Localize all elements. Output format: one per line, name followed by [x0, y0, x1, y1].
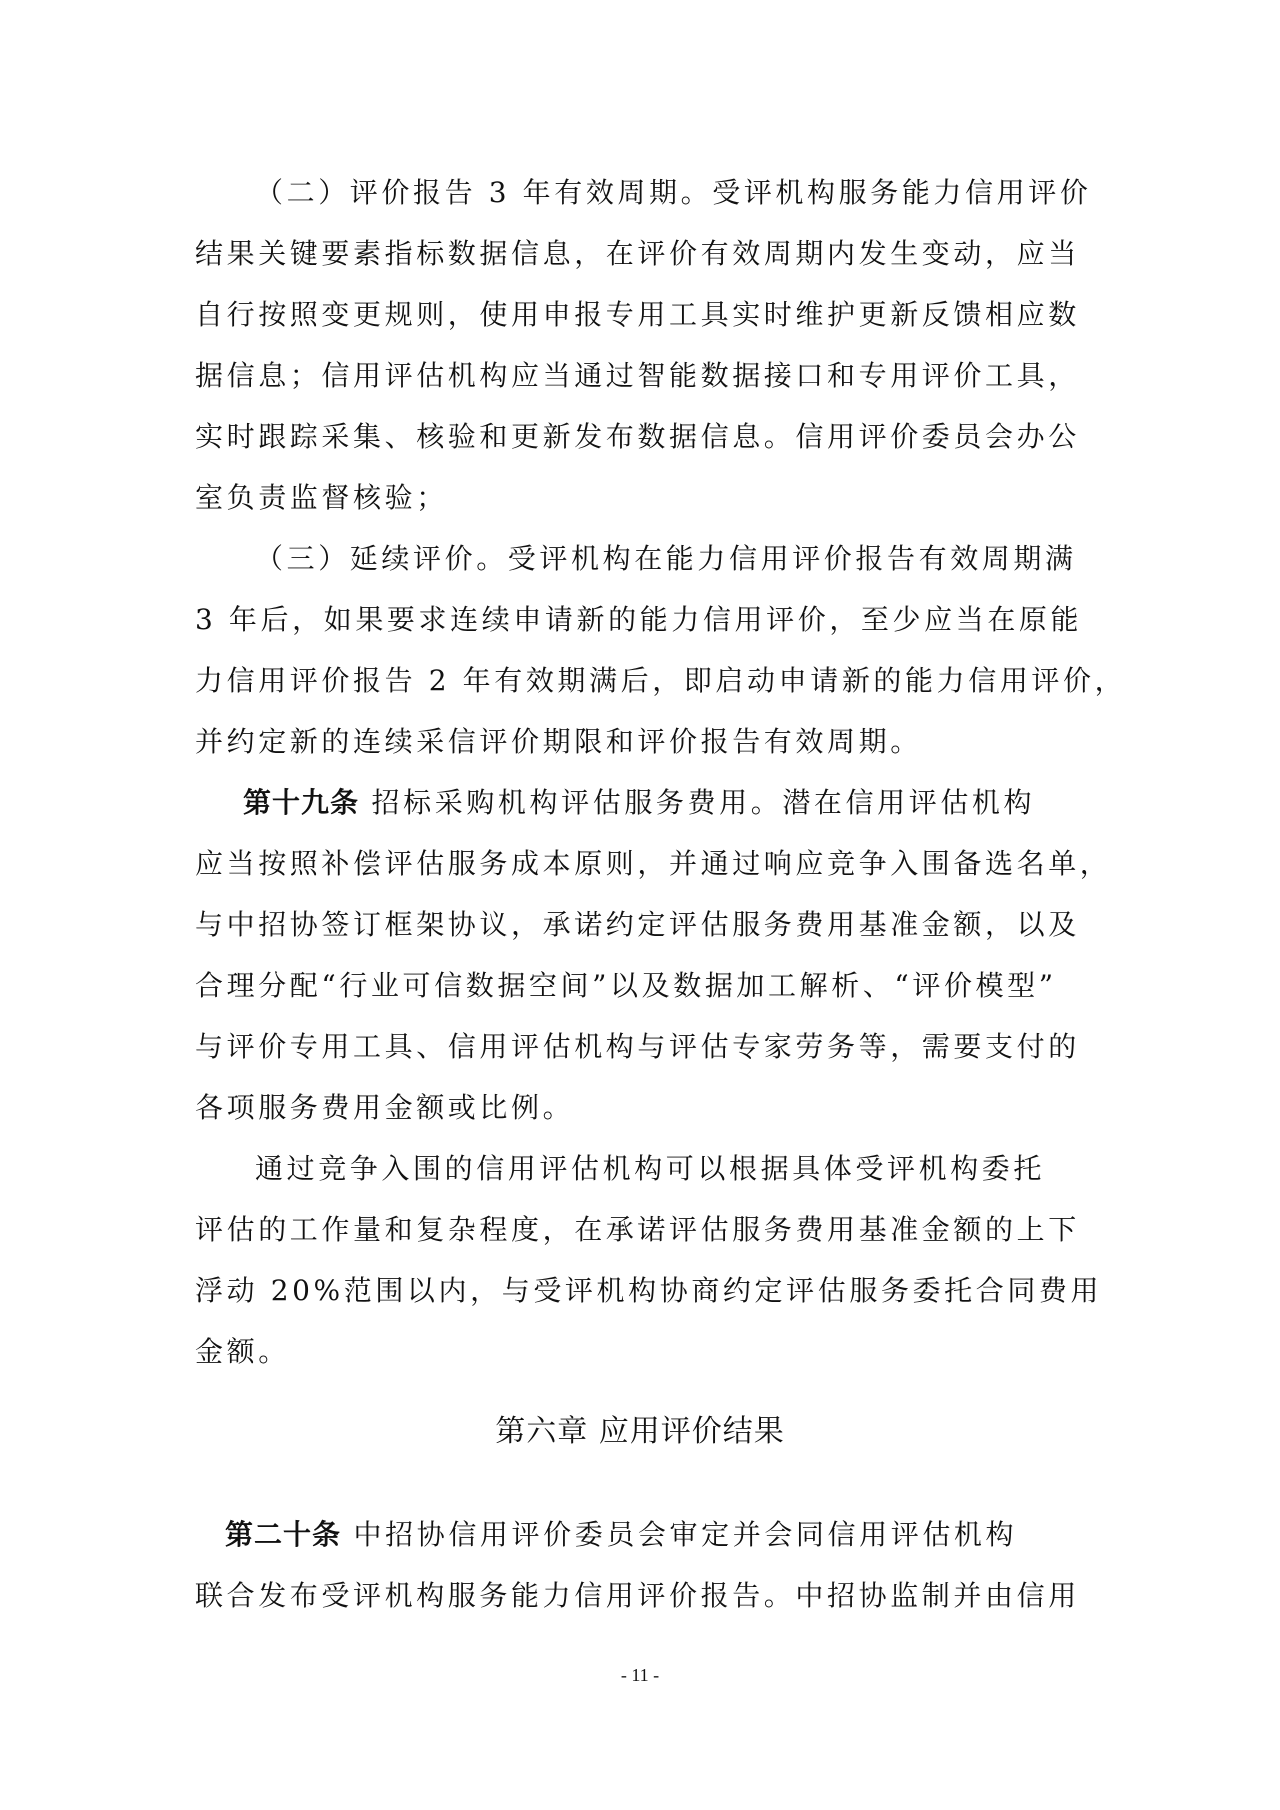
article-title-text: 中招协信用评价委员会审定并会同信用评估机构: [341, 1518, 1018, 1551]
text-line: （三）延续评价。受评机构在能力信用评价报告有效周期满: [255, 542, 1077, 575]
text-line: 力信用评价报告 2 年有效期满后，即启动申请新的能力信用评价，: [195, 664, 1127, 697]
text-line: 各项服务费用金额或比例。: [195, 1091, 575, 1124]
chapter-heading: 第六章 应用评价结果: [495, 1414, 785, 1449]
article-20: [195, 1504, 1085, 1626]
text-line: 结果关键要素指标数据信息，在评价有效周期内发生变动，应当: [195, 237, 1080, 270]
text-line: 评估的工作量和复杂程度，在承诺评估服务费用基准金额的上下: [195, 1213, 1080, 1246]
text-line: 联合发布受评机构服务能力信用评价报告。中招协监制并由信用: [195, 1579, 1080, 1612]
text-line: 自行按照变更规则，使用申报专用工具实时维护更新反馈相应数: [195, 298, 1080, 331]
article-19: [195, 772, 1112, 1138]
paragraph-continued-evaluation: [195, 528, 1127, 772]
article-number: 第十九条: [243, 786, 360, 819]
text-line: 浮动 20%范围以内，与受评机构协商约定评估服务委托合同费用: [195, 1274, 1103, 1307]
text-line: （二）评价报告 3 年有效周期。受评机构服务能力信用评价: [255, 176, 1092, 209]
text-line: 合理分配“行业可信数据空间”以及数据加工解析、“评价模型”: [195, 969, 1057, 1002]
text-line: 通过竞争入围的信用评估机构可以根据具体受评机构委托: [255, 1152, 1046, 1185]
article-title-text: 招标采购机构评估服务费用。潜在信用评估机构: [359, 786, 1036, 819]
text-line: 实时跟踪采集、核验和更新发布数据信息。信用评价委员会办公: [195, 420, 1080, 453]
text-line: 与评价专用工具、信用评估机构与评估专家劳务等，需要支付的: [195, 1030, 1080, 1063]
article-first-line: [195, 1504, 1085, 1565]
paragraph-fee-negotiation: [195, 1138, 1103, 1382]
text-line: 应当按照补偿评估服务成本原则，并通过响应竞争入围备选名单，: [195, 847, 1112, 880]
text-line: 与中招协签订框架协议，承诺约定评估服务费用基准金额，以及: [195, 908, 1080, 941]
paragraph-evaluation-validity: [195, 162, 1092, 528]
page-number: - 11 -: [620, 1665, 660, 1685]
text-line: 金额。: [195, 1335, 290, 1368]
text-line: 据信息；信用评估机构应当通过智能数据接口和专用评价工具，: [195, 359, 1080, 392]
text-line: 并约定新的连续采信评价期限和评价报告有效周期。: [195, 725, 922, 758]
article-first-line: [195, 772, 1085, 833]
text-line: 3 年后，如果要求连续申请新的能力信用评价，至少应当在原能: [195, 603, 1083, 636]
text-line: 室负责监督核验；: [195, 481, 448, 514]
article-number: 第二十条: [225, 1518, 342, 1551]
